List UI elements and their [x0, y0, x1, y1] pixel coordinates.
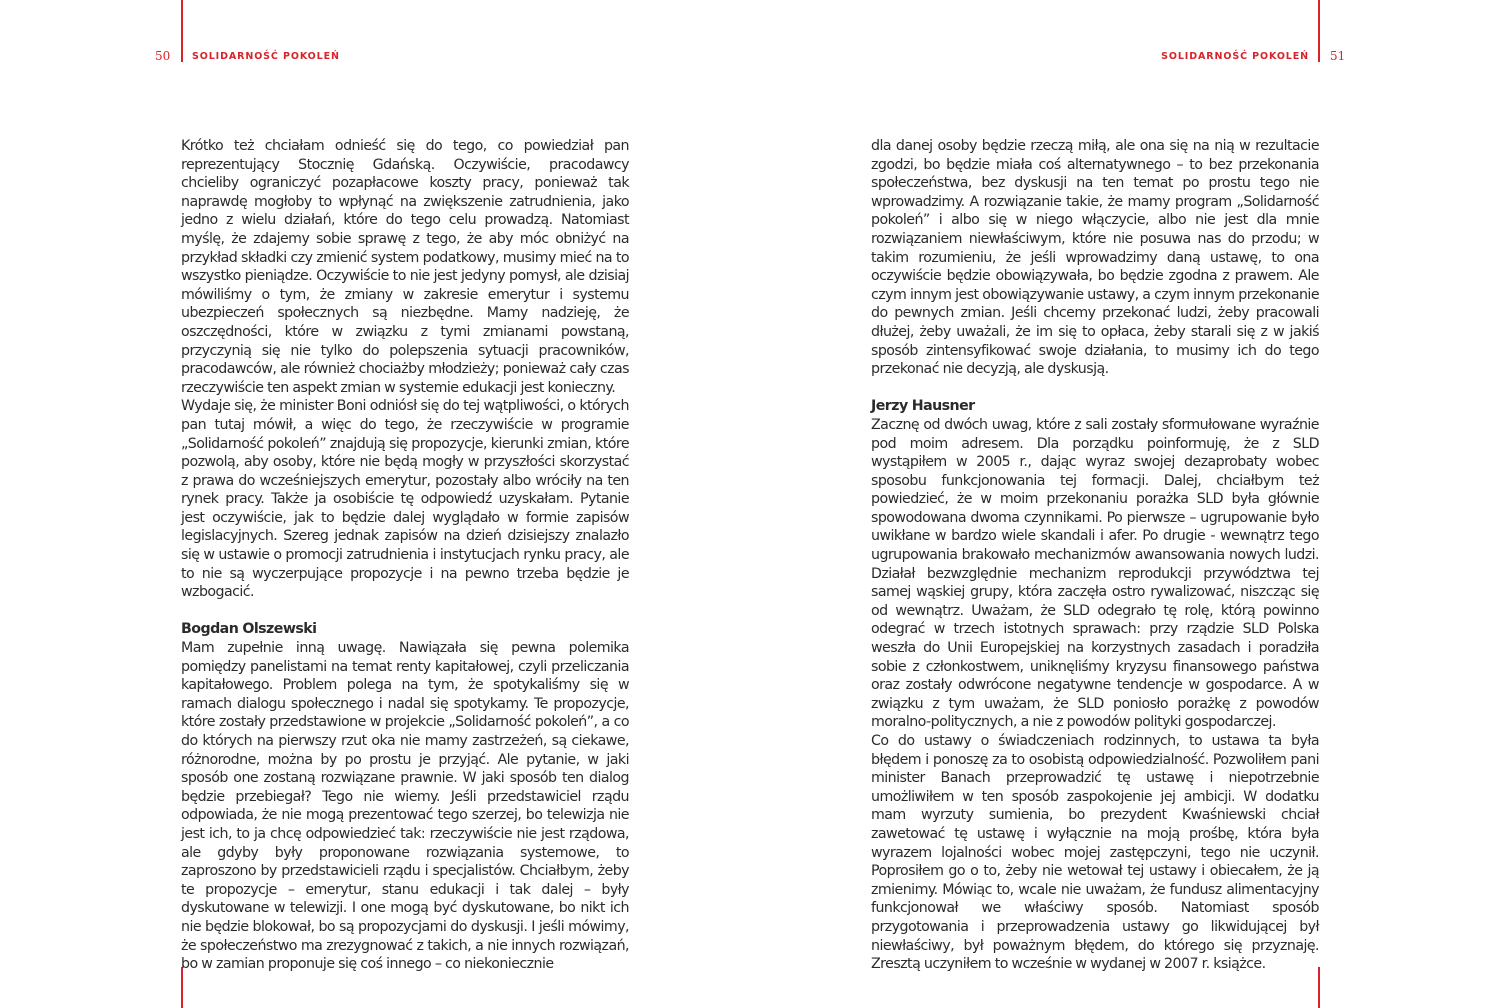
speaker-name-bogdan-olszewski: Bogdan Olszewski [181, 621, 317, 638]
right-paragraph-1: dla danej osoby będzie rzeczą miłą, ale ona się na nią w rezultacie zgodzi, bo będzie miała coś alternatywnego – to bez przekonania społeczeństwa, bez dyskusji na ten temat po prostu tego nie wprowadzimy. A rozwiązanie takie, że mamy program „Solidarność pokoleń” i albo się w niego włączycie, albo nie jest dla mnie rozwiązaniem niewłaściwym, które nie posuwa nas do przodu; w takim rozumieniu, że jeśli wprowadzimy daną ustawę, to ona oczywiście będzie obowiązywała, bo będzie zgodna z prawem. Ale czym innym jest obowiązywanie ustawy, a czym innym przekonanie do pewnych zmian. Jeśli chcemy przekonać ludzi, żeby pracowali dłużej, żeby uważali, że im się to opłaca, żeby starali się z w jakiś sposób zintensyfikować swoje działania, to musimy ich do tego przekonać nie decyzją, ale dyskusją. [871, 138, 1319, 378]
right-paragraph-2: Zacznę od dwóch uwag, które z sali zostały sformułowane wyraźnie pod moim adresem. Dla porządku poinformuję, że z SLD wystąpiłem w 2005 r., dając wyraz swojej dezaprobaty wobec sposobu funkcjonowania tej formacji. Dalej, chciałbym też powiedzieć, że w moim przekonaniu porażka SLD była głównie spowodowana dwoma czynnikami. Po pierwsze – ugrupowanie było uwikłane w bardzo wiele skandali i afer. Po drugie - wewnątrz tego ugrupowania brakowało mechanizmów awansowania nowych ludzi. Działał bezwzględnie mechanizm reprodukcji przywództwa tej samej wąskiej grupy, która zaczęła ostro rywalizować, niszcząc się od wewnątrz. Uważam, że SLD odegrało tę rolę, którą powinno odegrać w trzech istotnych sprawach: przy rządzie SLD Polska weszła do Unii Europejskiej na korzystnych zasadach i poradziła sobie z członkostwem, uniknęliśmy kryzysu finansowego państwa oraz zostały odwrócone negatywne tendencje w gospodarce. A w związku z tym uważam, że SLD poniosło porażkę z powodów moralno-politycznych, a nie z powodów polityki gospodarczej. [871, 416, 1319, 731]
right-page-text-column [871, 137, 1319, 974]
speaker-name-jerzy-hausner: Jerzy Hausner [871, 398, 975, 415]
top-left-red-rule [181, 0, 183, 62]
left-paragraph-2: Wydaje się, że minister Boni odniósł się do tej wątpliwości, o których pan tutaj mówił, a więc do tego, że rzeczywiście w programie „Solidarność pokoleń” znajdują się propozycje, kierunki zmian, które pozwolą, aby osoby, które nie będą mogły w przyszłości skorzystać z prawa do wcześniejszych emerytur, pozostały albo wróciły na ten rynek pracy. Także ja osobiście tę odpowiedź uzyskałam. Pytanie jest oczywiście, jak to będzie dalej wyglądało w formie zapisów legislacyjnych. Szereg jednak zapisów na dzień dzisiejszy znalazło się w ustawie o promocji zatrudnienia i instytucjach rynku pracy, ale to nie są wyczerpujące propozycje i na pewno trzeba będzie je wzbogacić. [181, 398, 629, 601]
top-right-red-rule [1318, 0, 1320, 62]
left-paragraph-3: Mam zupełnie inną uwagę. Nawiązała się pewna polemika pomiędzy panelistami na temat renty kapitałowej, czyli przeliczania kapitałowego. Problem polega na tym, że spotykaliśmy się w ramach dialogu społecznego i nadal się spotykamy. Te propozycje, które zostały przedstawione w projekcie „Solidarność pokoleń”, a co do których na pierwszy rzut oka nie mamy zastrzeżeń, są ciekawe, różnorodne, można by po prostu je przyjąć. Ale pytanie, w jaki sposób one zostaną rozwiązane prawnie. W jaki sposób ten dialog będzie przebiegał? Tego nie wiemy. Jeśli przedstawiciel rządu odpowiada, że nie mogą prezentować tego szerzej, bo telewizja nie jest ich, to ja chcę odpowiedzieć tak: rzeczywiście nie jest rządowa, ale gdyby były proponowane rozwiązania systemowe, to zaproszono by przedstawicieli rządu i specjalistów. Chciałbym, żeby te propozycje – emerytur, stanu edukacji i tak dalej – były dyskutowane w telewizji. I one mogą być dyskutowane, bo nikt ich nie będzie blokował, bo są propozycjami do dyskusji. I jeśli mówimy, że społeczeństwo ma zrezygnować z takich, a nie innych rozwiązań, bo w zamian proponuje się coś innego – co niekoniecznie [181, 640, 629, 973]
right-page-number: 51 [1330, 49, 1346, 63]
left-page-text-column [181, 137, 629, 974]
left-running-title: SOLIDARNOŚĆ POKOLEŃ [192, 51, 340, 62]
left-paragraph-1: Krótko też chciałam odnieść się do tego, co powiedział pan reprezentujący Stocznię Gdańską. Oczywiście, pracodawcy chcieliby ograniczyć pozapłacowe koszty pracy, ponieważ tak naprawdę mogłoby to wpłynąć na zwiększenie zatrudnienia, jako jedno z wielu działań, które do tego celu prowadzą. Natomiast myślę, że zdajemy sobie sprawę z tego, że aby móc obniżyć na przykład składki czy zmienić system podatkowy, musimy mieć na to wszystko pieniądze. Oczywiście to nie jest jedyny pomysł, ale dzisiaj mówiliśmy o tym, że zmiany w zakresie emerytur i systemu ubezpieczeń społecznych są niezbędne. Mamy nadzieję, że oszczędności, które w związku z tymi zmianami powstaną, przyczynią się nie tylko do polepszenia sytuacji pracowników, pracodawców, ale również chociażby młodzieży; ponieważ cały czas rzeczywiście ten aspekt zmian w systemie edukacji jest konieczny. [181, 138, 629, 396]
left-page-number: 50 [155, 49, 171, 63]
right-running-title: SOLIDARNOŚĆ POKOLEŃ [1161, 51, 1309, 62]
right-paragraph-3: Co do ustawy o świadczeniach rodzinnych, to ustawa ta była błędem i ponoszę za to osobistą odpowiedzialność. Pozwoliłem pani minister Banach przeprowadzić tę ustawę i niepotrzebnie umożliwiłem w ten sposób zaspokojenie jej ambicji. W dodatku mam wyrzuty sumienia, bo prezydent Kwaśniewski chciał zawetować tę ustawę i wyłącznie na moją prośbę, która była wyrazem lojalności wobec mojej zastępczyni, tego nie uczynił. Poprosiłem go o to, żeby nie wetował tej ustawy i obiecałem, że ją zmienimy. Mówiąc to, wcale nie uważam, że fundusz alimentacyjny funkcjonował we właściwy sposób. Natomiast sposób przygotowania i przeprowadzenia ustawy go likwidującej był niewłaściwy, był poważnym błędem, do którego się przyznaję. Zresztą uczyniłem to wcześnie w wydanej w 2007 r. książce. [871, 733, 1319, 973]
